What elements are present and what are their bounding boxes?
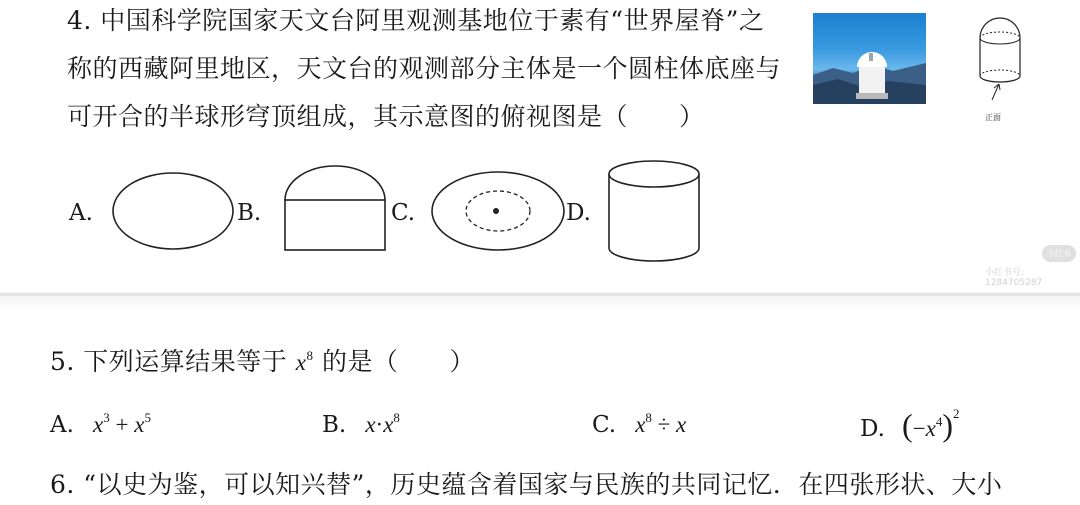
q5-d-minus: −: [912, 416, 926, 441]
q4-line-3: 可开合的半球形穹顶组成，其示意图的俯视图是（ ）: [67, 102, 705, 131]
option-d-cylinder: [604, 156, 704, 270]
q5-d-base: x: [925, 416, 936, 441]
q5-d-close: ): [942, 407, 954, 443]
q4-line-2: 称的西藏阿里地区，天文台的观测部分主体是一个圆柱体底座与: [67, 54, 782, 83]
q5-option-b: [322, 410, 400, 438]
q5-option-d-label: D.: [860, 416, 885, 442]
q5-b-base2: x: [383, 412, 394, 437]
q5-stem-exp: 8: [306, 348, 314, 363]
dome-cylinder-figure: [975, 10, 1025, 110]
q5-a-exp1: 3: [103, 410, 110, 425]
q4-option-b-label: B.: [237, 200, 262, 226]
q5-option-c: [592, 410, 686, 438]
q5-a-exp2: 5: [144, 410, 151, 425]
q4-line-1: 4. 中国科学院国家天文台阿里观测基地位于素有“世界屋脊”之: [67, 6, 765, 35]
option-c-concentric: [428, 168, 568, 258]
q5-c-base2: x: [676, 412, 687, 437]
q5-stem-before: 5. 下列运算结果等于: [50, 347, 288, 376]
q5-option-d: [860, 406, 960, 444]
q5-option-d-expr: [902, 406, 960, 443]
figure-caption: 正面: [985, 113, 1001, 122]
q4-option-d-label: D.: [566, 200, 591, 226]
q5-option-c-label: C.: [592, 412, 617, 438]
q5-option-a-label: A.: [50, 412, 74, 438]
q5-stem: [50, 341, 475, 378]
q5-option-a-expr: [93, 412, 151, 437]
q6-line-1: 6. “以史为鉴，可以知兴替”，历史蕴含着国家与民族的共同记忆．在四张形状、大小: [50, 470, 1003, 499]
q5-b-base1: x: [365, 412, 376, 437]
q5-a-base2: x: [134, 412, 145, 437]
q5-option-b-label: B.: [322, 412, 347, 438]
observatory-photo: [813, 13, 926, 104]
page-divider: [0, 293, 1080, 296]
q5-b-op: ·: [375, 412, 384, 437]
q5-stem-var: [296, 350, 314, 375]
q4-option-c-label: C.: [391, 200, 416, 226]
q5-option-b-expr: [365, 412, 400, 437]
q5-stem-after: 的是（ ）: [321, 347, 475, 376]
watermark-badge: 小红书: [1042, 245, 1076, 262]
q5-stem-var-base: x: [295, 350, 307, 375]
q5-a-op: +: [115, 412, 129, 437]
q5-d-exp: 4: [935, 414, 943, 429]
q5-b-exp2: 8: [393, 410, 400, 425]
q5-c-base1: x: [635, 412, 646, 437]
q5-c-op: ÷: [657, 412, 671, 437]
q5-c-exp1: 8: [645, 410, 652, 425]
watermark-id: 小红书号: 1284705287: [985, 268, 1043, 288]
q5-d-outer-exp: 2: [953, 406, 960, 421]
q4-option-a-label: A.: [69, 200, 93, 226]
option-b-dome-rect: [282, 164, 388, 258]
q5-d-open: (: [902, 407, 913, 443]
q5-option-c-expr: [635, 412, 686, 437]
option-a-ellipse: [110, 170, 238, 256]
q5-a-base1: x: [93, 412, 104, 437]
q5-option-a: [50, 410, 151, 438]
